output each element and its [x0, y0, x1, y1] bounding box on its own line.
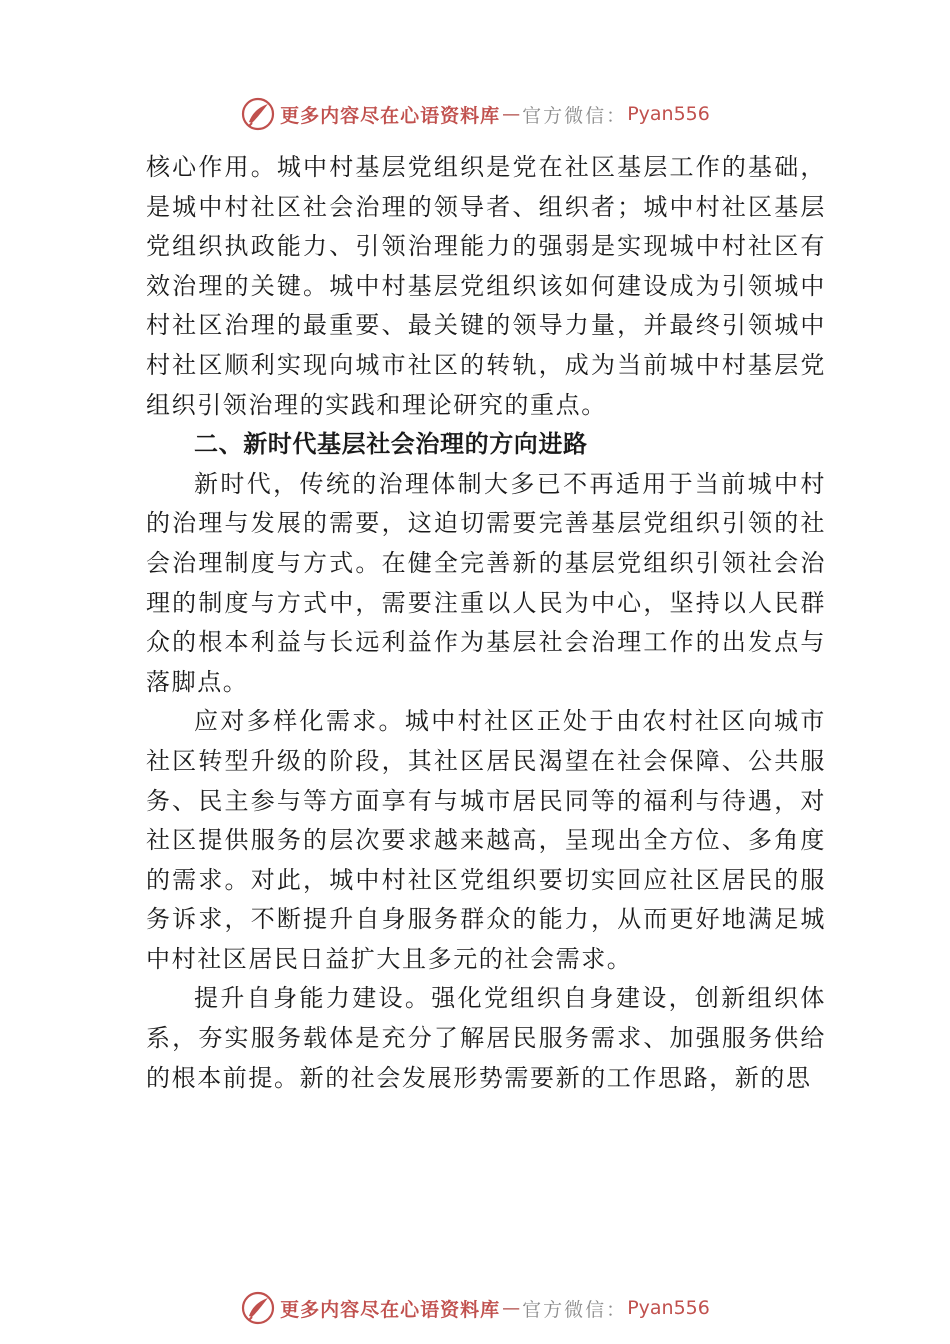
- banner-wechat-label: 官方微信：: [522, 1298, 628, 1321]
- header-banner: [0, 92, 950, 136]
- xinyu-logo-icon: [240, 96, 276, 132]
- banner-dash: —: [502, 1297, 521, 1319]
- banner-wechat-label: 官方微信：: [522, 104, 628, 127]
- paragraph-continuation: 核心作用。城中村基层党组织是党在社区基层工作的基础， 是城中村社区社会治理的领导者、组织者；城中村社区基层党组织执政能力、引领治理能力的强弱是实现城中村社区有效治理的关键。城中村基层党组织该如何建设成为引领城中村社区治理的最重要、最关键的领导力量，并最终引领城中村社区顺利实现向城市社区的转轨，成为当前城中村基层党组织引领治理的实践和理论研究的重点。: [146, 153, 826, 419]
- banner-site-name: 更多内容尽在心语资料库: [280, 1298, 501, 1321]
- paragraph: 提升自身能力建设。强化党组织自身建设，创新组织体系，夯实服务载体是充分了解居民服务需求、加强服务供给的根本前提。新的社会发展形势需要新的工作思路，新的思: [146, 984, 826, 1092]
- xinyu-logo-icon: [240, 1290, 276, 1326]
- banner-dash: —: [502, 103, 521, 125]
- paragraph: 新时代，传统的治理体制大多已不再适用于当前城中村的治理与发展的需要，这迫切需要完善基层党组织引领的社会治理制度与方式。在健全完善新的基层党组织引领社会治理的制度与方式中，需要注重以人民为中心，坚持以人民群众的根本利益与长远利益作为基层社会治理工作的出发点与落脚点。: [146, 469, 826, 696]
- banner-site-name: 更多内容尽在心语资料库: [280, 104, 501, 127]
- document-body: [146, 148, 826, 1098]
- banner-wechat-id: Pyan556: [627, 1297, 710, 1319]
- footer-banner: [0, 1286, 950, 1330]
- paragraph: 应对多样化需求。城中村社区正处于由农村社区向城市社区转型升级的阶段，其社区居民渴望在社会保障、公共服务、民主参与等方面享有与城市居民同等的福利与待遇，对社区提供服务的层次要求越来越高，呈现出全方位、多角度的需求。对此，城中村社区党组织要切实回应社区居民的服务诉求，不断提升自身服务群众的能力，从而更好地满足城中村社区居民日益扩大且多元的社会需求。: [146, 707, 826, 973]
- section-heading: 二、新时代基层社会治理的方向进路: [194, 430, 588, 459]
- banner-wechat-id: Pyan556: [627, 103, 710, 125]
